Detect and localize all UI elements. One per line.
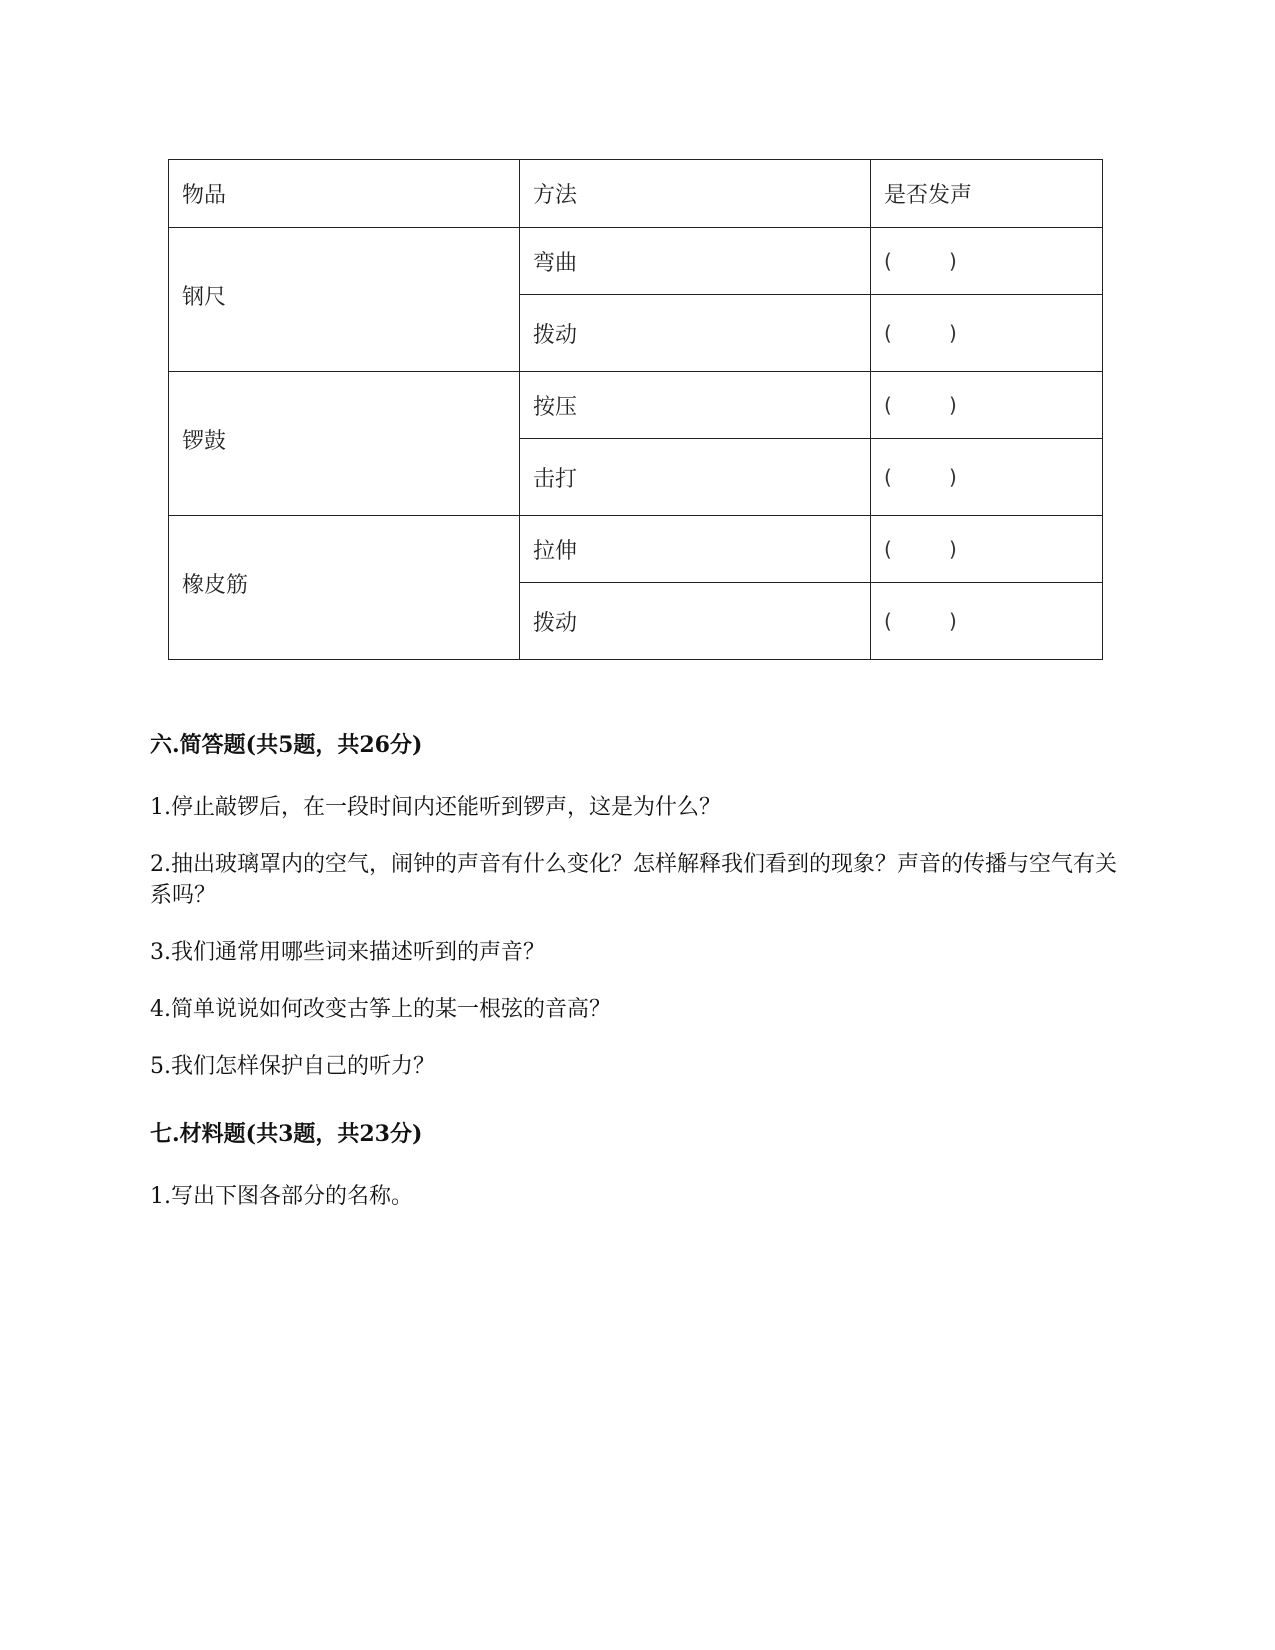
item-cell-gong-drum: 锣鼓 bbox=[169, 372, 520, 516]
answer-cell bbox=[871, 583, 1103, 660]
table-row bbox=[169, 228, 1103, 295]
question-6-4: 4.简单说说如何改变古筝上的某一根弦的音高？ bbox=[150, 997, 611, 1022]
sound-experiment-table bbox=[168, 159, 1103, 660]
method-cell: 按压 bbox=[520, 372, 871, 439]
table-row bbox=[169, 372, 1103, 439]
answer-blank[interactable]: ( ) bbox=[884, 320, 957, 345]
question-6-2: 2.抽出玻璃罩内的空气，闹钟的声音有什么变化？怎样解释我们看到的现象？声音的传播与空气有关系吗？ bbox=[150, 852, 1117, 908]
answer-blank[interactable]: ( ) bbox=[884, 392, 957, 417]
method-cell: 击打 bbox=[520, 439, 871, 516]
answer-cell bbox=[871, 228, 1103, 295]
answer-cell bbox=[871, 439, 1103, 516]
answer-blank[interactable]: ( ) bbox=[884, 464, 957, 489]
item-cell-steel-ruler: 钢尺 bbox=[169, 228, 520, 372]
question-7-1: 1.写出下图各部分的名称。 bbox=[150, 1184, 413, 1209]
method-cell: 拨动 bbox=[520, 295, 871, 372]
header-sound: 是否发声 bbox=[871, 160, 1103, 228]
item-cell-rubber-band: 橡皮筋 bbox=[169, 516, 520, 660]
header-method: 方法 bbox=[520, 160, 871, 228]
header-item: 物品 bbox=[169, 160, 520, 228]
method-cell: 拉伸 bbox=[520, 516, 871, 583]
answer-blank[interactable]: ( ) bbox=[884, 536, 957, 561]
answer-cell bbox=[871, 372, 1103, 439]
answer-blank[interactable]: ( ) bbox=[884, 248, 957, 273]
answer-cell bbox=[871, 295, 1103, 372]
method-cell: 拨动 bbox=[520, 583, 871, 660]
question-6-3: 3.我们通常用哪些词来描述听到的声音？ bbox=[150, 940, 545, 965]
section-6-title: 六.简答题(共5题，共26分) bbox=[150, 732, 423, 758]
question-6-1: 1.停止敲锣后，在一段时间内还能听到锣声，这是为什么？ bbox=[150, 795, 721, 820]
answer-blank[interactable]: ( ) bbox=[884, 608, 957, 633]
table-row bbox=[169, 516, 1103, 583]
method-cell: 弯曲 bbox=[520, 228, 871, 295]
table-header-row bbox=[169, 160, 1103, 228]
question-6-5: 5.我们怎样保护自己的听力？ bbox=[150, 1054, 435, 1079]
answer-cell bbox=[871, 516, 1103, 583]
section-7-title: 七.材料题(共3题，共23分) bbox=[150, 1121, 423, 1147]
